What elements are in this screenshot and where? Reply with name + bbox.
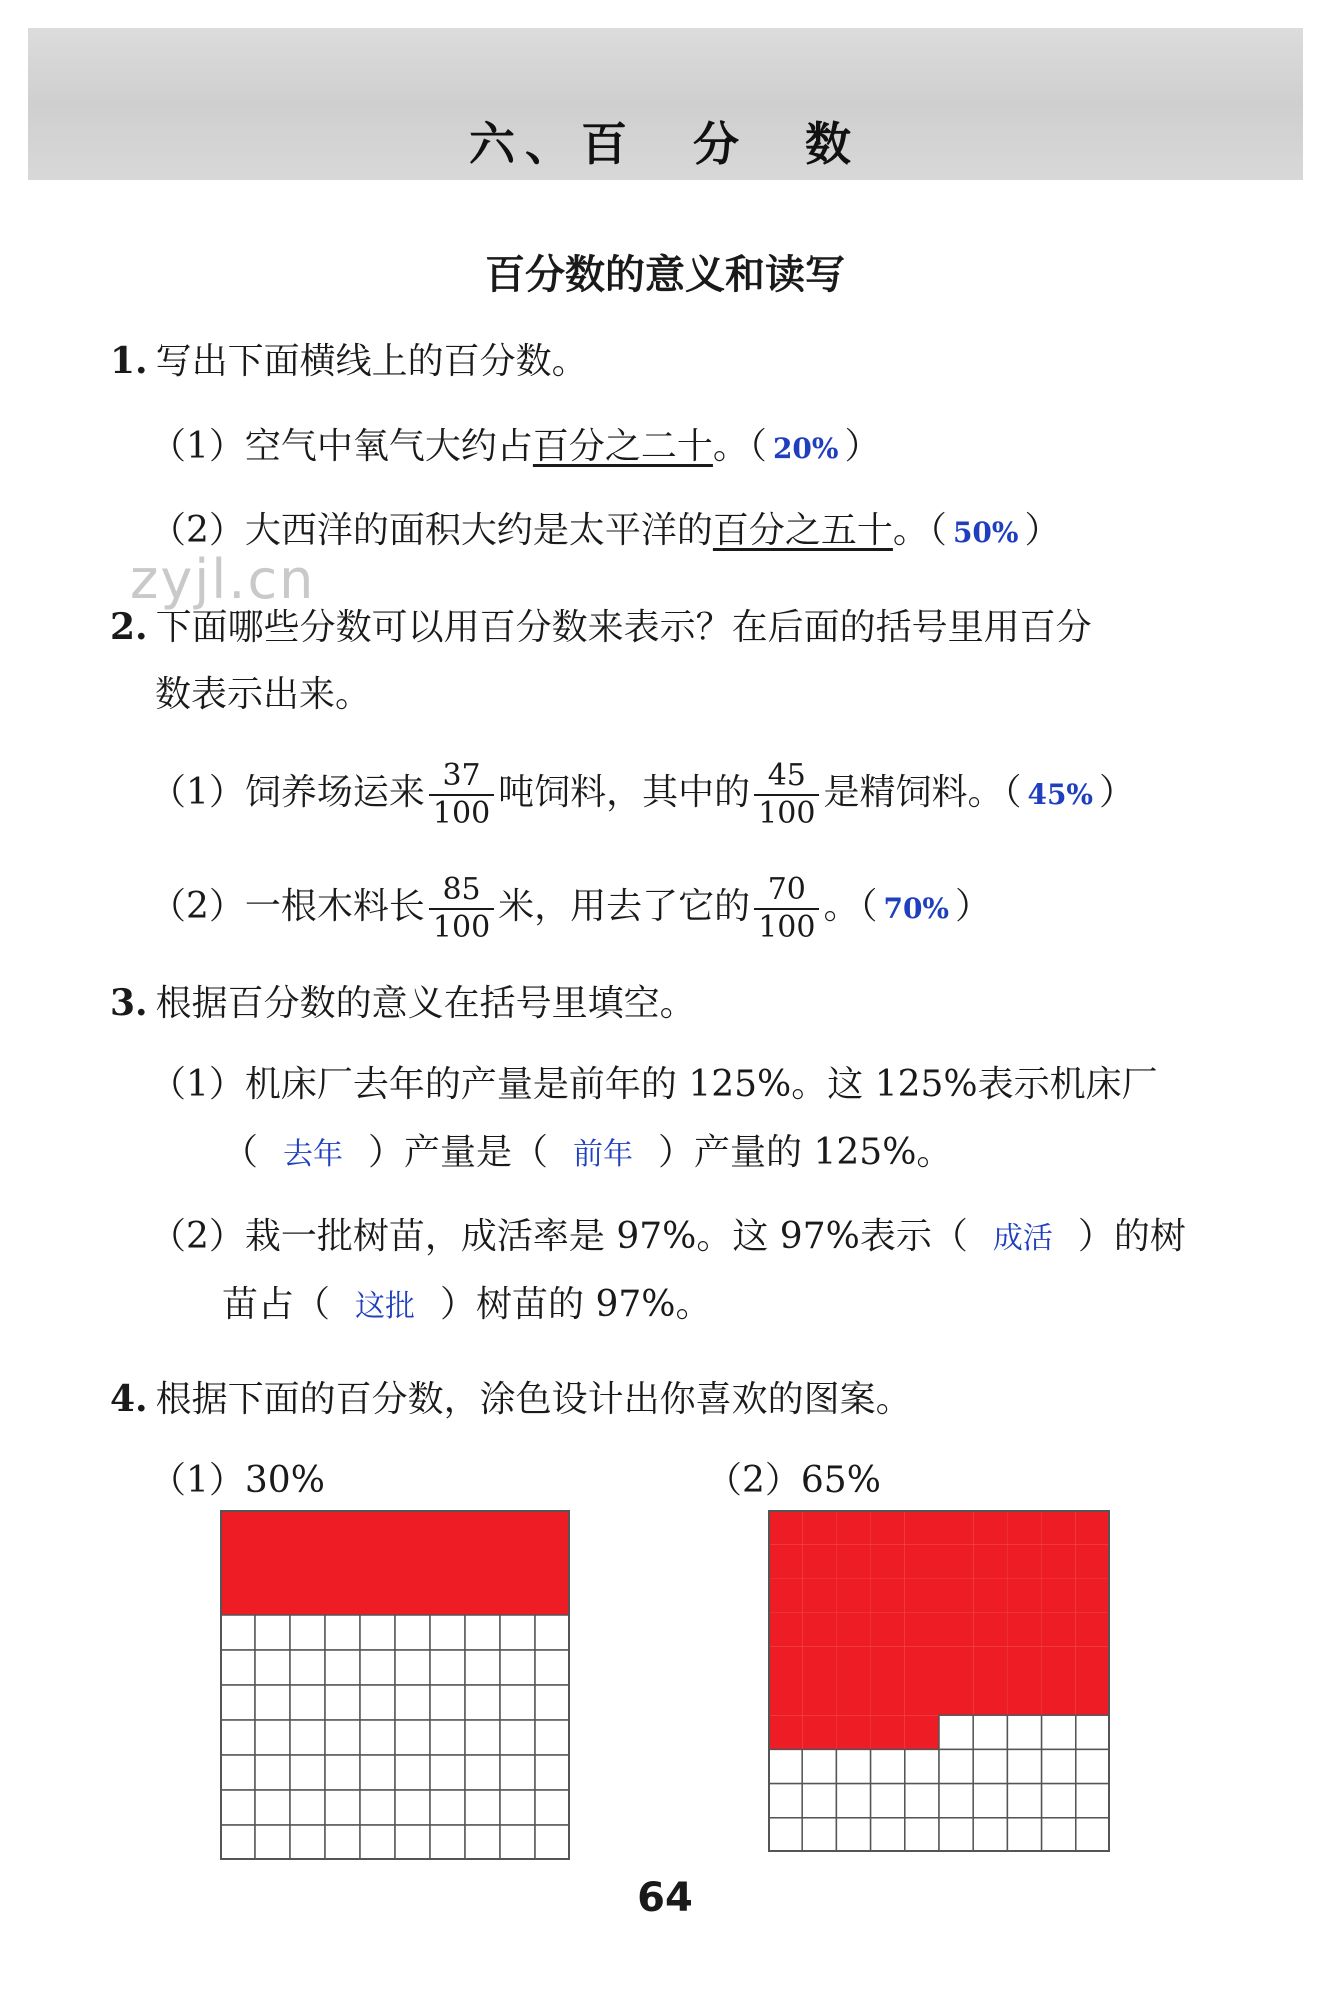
empty-cell <box>500 1755 535 1790</box>
empty-cell <box>535 1755 570 1790</box>
empty-cell <box>465 1755 500 1790</box>
filled-cell <box>905 1647 939 1681</box>
empty-cell <box>768 1749 802 1783</box>
filled-cell <box>973 1578 1007 1612</box>
filled-cell <box>768 1681 802 1715</box>
filled-cell <box>1076 1613 1110 1647</box>
filled-cell <box>1042 1613 1076 1647</box>
filled-cell <box>220 1545 255 1580</box>
grid-1-label: （1）30% <box>150 1460 325 1501</box>
question-2 <box>110 602 1092 653</box>
filled-cell <box>1076 1578 1110 1612</box>
page-number: 64 <box>637 1875 693 1921</box>
filled-cell <box>836 1544 870 1578</box>
filled-cell <box>1007 1647 1041 1681</box>
filled-cell <box>465 1545 500 1580</box>
filled-cell <box>802 1715 836 1749</box>
empty-cell <box>1076 1784 1110 1818</box>
filled-cell <box>1076 1510 1110 1544</box>
filled-cell <box>430 1510 465 1545</box>
question-text: 根据百分数的意义在括号里填空。 <box>155 983 696 1024</box>
empty-cell <box>1042 1818 1076 1852</box>
question-number: 3. <box>110 982 148 1024</box>
question-3-part-2-continued: 苗占（ 这批 ）树苗的 97%。 <box>222 1280 711 1332</box>
filled-cell <box>1007 1613 1041 1647</box>
filled-cell <box>768 1613 802 1647</box>
filled-cell <box>500 1545 535 1580</box>
empty-cell <box>535 1650 570 1685</box>
question-1 <box>110 336 588 387</box>
empty-cell <box>325 1685 360 1720</box>
filled-cell <box>1076 1647 1110 1681</box>
filled-cell <box>220 1580 255 1615</box>
filled-cell <box>430 1545 465 1580</box>
empty-cell <box>430 1720 465 1755</box>
question-3-part-1-blanks: （ 去年 ）产量是（ 前年 ）产量的 125%。 <box>222 1128 952 1180</box>
filled-cell <box>290 1545 325 1580</box>
empty-cell <box>465 1685 500 1720</box>
filled-cell <box>973 1647 1007 1681</box>
empty-cell <box>836 1818 870 1852</box>
empty-cell <box>395 1650 430 1685</box>
filled-cell <box>325 1580 360 1615</box>
filled-cell <box>939 1544 973 1578</box>
filled-cell <box>905 1544 939 1578</box>
filled-cell <box>360 1510 395 1545</box>
filled-cell <box>939 1578 973 1612</box>
filled-cell <box>1042 1544 1076 1578</box>
empty-cell <box>255 1685 290 1720</box>
question-4 <box>110 1374 912 1425</box>
empty-cell <box>465 1790 500 1825</box>
filled-cell <box>973 1510 1007 1544</box>
empty-cell <box>290 1720 325 1755</box>
empty-cell <box>465 1650 500 1685</box>
empty-cell <box>395 1790 430 1825</box>
filled-cell <box>939 1613 973 1647</box>
empty-cell <box>290 1615 325 1650</box>
filled-cell <box>395 1580 430 1615</box>
empty-cell <box>973 1749 1007 1783</box>
answer: 成活 <box>992 1221 1053 1256</box>
empty-cell <box>535 1720 570 1755</box>
percent-grid-30 <box>220 1510 570 1860</box>
empty-cell <box>1007 1749 1041 1783</box>
filled-cell <box>1042 1510 1076 1544</box>
filled-cell <box>465 1580 500 1615</box>
filled-cell <box>1007 1510 1041 1544</box>
empty-cell <box>535 1790 570 1825</box>
empty-cell <box>973 1715 1007 1749</box>
filled-cell <box>802 1578 836 1612</box>
empty-cell <box>220 1685 255 1720</box>
empty-cell <box>1076 1749 1110 1783</box>
filled-cell <box>871 1578 905 1612</box>
filled-cell <box>768 1647 802 1681</box>
empty-cell <box>395 1755 430 1790</box>
empty-cell <box>255 1650 290 1685</box>
filled-cell <box>836 1647 870 1681</box>
filled-cell <box>973 1681 1007 1715</box>
empty-cell <box>395 1825 430 1860</box>
empty-cell <box>836 1749 870 1783</box>
empty-cell <box>836 1784 870 1818</box>
empty-cell <box>220 1650 255 1685</box>
empty-cell <box>220 1615 255 1650</box>
filled-cell <box>1042 1647 1076 1681</box>
fraction: $\frac{37}{100}$ <box>429 758 494 832</box>
empty-cell <box>325 1650 360 1685</box>
answer: 20% <box>772 432 839 465</box>
underlined-text: 百分之二十 <box>532 426 713 467</box>
empty-cell <box>1076 1715 1110 1749</box>
filled-cell <box>871 1681 905 1715</box>
empty-cell <box>871 1749 905 1783</box>
empty-cell <box>500 1825 535 1860</box>
answer: 前年 <box>573 1137 634 1172</box>
empty-cell <box>500 1790 535 1825</box>
question-2-part-1: （1）饲养场运来 $\frac{37}{100}$ 吨饲料，其中的 $\frac{45}{100}$ 是精饲料。（ 45% ） <box>150 758 1136 831</box>
empty-cell <box>255 1790 290 1825</box>
filled-cell <box>220 1510 255 1545</box>
empty-cell <box>255 1615 290 1650</box>
empty-cell <box>535 1825 570 1860</box>
fraction: $\frac{45}{100}$ <box>754 758 819 832</box>
empty-cell <box>360 1685 395 1720</box>
answer: 70% <box>883 892 950 925</box>
filled-cell <box>939 1681 973 1715</box>
empty-cell <box>465 1720 500 1755</box>
fraction: $\frac{70}{100}$ <box>754 872 819 946</box>
question-2-continued: 数表示出来。 <box>155 674 372 715</box>
empty-cell <box>905 1784 939 1818</box>
empty-cell <box>500 1685 535 1720</box>
empty-cell <box>325 1755 360 1790</box>
filled-cell <box>836 1681 870 1715</box>
empty-cell <box>430 1755 465 1790</box>
answer: 这批 <box>355 1289 416 1324</box>
question-3 <box>110 978 696 1029</box>
underlined-text: 百分之五十 <box>712 510 893 551</box>
empty-cell <box>871 1784 905 1818</box>
filled-cell <box>325 1510 360 1545</box>
filled-cell <box>836 1715 870 1749</box>
empty-cell <box>395 1685 430 1720</box>
empty-cell <box>255 1825 290 1860</box>
empty-cell <box>939 1784 973 1818</box>
filled-cell <box>871 1544 905 1578</box>
percent-grid-65 <box>768 1510 1110 1852</box>
filled-cell <box>1007 1544 1041 1578</box>
filled-cell <box>500 1510 535 1545</box>
filled-cell <box>1042 1578 1076 1612</box>
answer: 50% <box>952 516 1019 549</box>
empty-cell <box>1042 1784 1076 1818</box>
empty-cell <box>220 1790 255 1825</box>
grid-2-label: （2）65% <box>706 1460 881 1501</box>
empty-cell <box>360 1720 395 1755</box>
question-text: 下面哪些分数可以用百分数来表示？在后面的括号里用百分 <box>155 607 1092 648</box>
filled-cell <box>973 1544 1007 1578</box>
empty-cell <box>325 1615 360 1650</box>
filled-cell <box>905 1510 939 1544</box>
empty-cell <box>905 1749 939 1783</box>
filled-cell <box>905 1681 939 1715</box>
empty-cell <box>939 1715 973 1749</box>
empty-cell <box>939 1818 973 1852</box>
empty-cell <box>430 1685 465 1720</box>
filled-cell <box>255 1510 290 1545</box>
empty-cell <box>1007 1715 1041 1749</box>
empty-cell <box>255 1755 290 1790</box>
empty-cell <box>1007 1784 1041 1818</box>
question-1-part-2: （2）大西洋的面积大约是太平洋的百分之五十。（ 50% ） <box>150 510 1061 551</box>
watermark: zyjl.cn <box>130 548 316 611</box>
empty-cell <box>500 1615 535 1650</box>
answer: 去年 <box>283 1137 344 1172</box>
empty-cell <box>1076 1818 1110 1852</box>
filled-cell <box>535 1545 570 1580</box>
empty-cell <box>465 1825 500 1860</box>
filled-cell <box>905 1613 939 1647</box>
filled-cell <box>871 1510 905 1544</box>
empty-cell <box>360 1790 395 1825</box>
empty-cell <box>430 1790 465 1825</box>
filled-cell <box>768 1578 802 1612</box>
fraction: $\frac{85}{100}$ <box>429 872 494 946</box>
empty-cell <box>360 1615 395 1650</box>
section-title: 百分数的意义和读写 <box>485 252 845 298</box>
question-3-part-2: （2）栽一批树苗，成活率是 97%。这 97%表示（ 成活 ）的树 <box>150 1212 1186 1264</box>
empty-cell <box>535 1615 570 1650</box>
empty-cell <box>500 1720 535 1755</box>
empty-cell <box>430 1650 465 1685</box>
empty-cell <box>290 1650 325 1685</box>
empty-cell <box>802 1818 836 1852</box>
filled-cell <box>802 1544 836 1578</box>
filled-cell <box>1007 1681 1041 1715</box>
filled-cell <box>768 1544 802 1578</box>
filled-cell <box>802 1510 836 1544</box>
empty-cell <box>325 1790 360 1825</box>
empty-cell <box>973 1784 1007 1818</box>
empty-cell <box>430 1825 465 1860</box>
empty-cell <box>802 1784 836 1818</box>
empty-cell <box>360 1650 395 1685</box>
filled-cell <box>1007 1578 1041 1612</box>
empty-cell <box>395 1615 430 1650</box>
empty-cell <box>220 1825 255 1860</box>
filled-cell <box>500 1580 535 1615</box>
filled-cell <box>1076 1544 1110 1578</box>
filled-cell <box>939 1647 973 1681</box>
filled-cell <box>836 1510 870 1544</box>
empty-cell <box>430 1615 465 1650</box>
filled-cell <box>360 1545 395 1580</box>
question-number: 2. <box>110 606 148 648</box>
empty-cell <box>325 1825 360 1860</box>
filled-cell <box>768 1510 802 1544</box>
filled-cell <box>768 1715 802 1749</box>
question-2-part-2: （2）一根木料长 $\frac{85}{100}$ 米，用去了它的 $\frac{70}{100}$ 。（ 70% ） <box>150 872 992 945</box>
question-number: 1. <box>110 340 148 382</box>
filled-cell <box>465 1510 500 1545</box>
filled-cell <box>1076 1681 1110 1715</box>
chapter-title: 六、百 分 数 <box>469 117 861 171</box>
empty-cell <box>220 1755 255 1790</box>
filled-cell <box>290 1580 325 1615</box>
empty-cell <box>768 1818 802 1852</box>
filled-cell <box>290 1510 325 1545</box>
filled-cell <box>360 1580 395 1615</box>
empty-cell <box>1042 1749 1076 1783</box>
empty-cell <box>360 1825 395 1860</box>
empty-cell <box>905 1818 939 1852</box>
filled-cell <box>939 1510 973 1544</box>
empty-cell <box>1007 1818 1041 1852</box>
empty-cell <box>290 1790 325 1825</box>
filled-cell <box>255 1580 290 1615</box>
empty-cell <box>802 1749 836 1783</box>
filled-cell <box>802 1647 836 1681</box>
filled-cell <box>905 1578 939 1612</box>
filled-cell <box>535 1580 570 1615</box>
filled-cell <box>325 1545 360 1580</box>
empty-cell <box>939 1749 973 1783</box>
filled-cell <box>836 1613 870 1647</box>
filled-cell <box>535 1510 570 1545</box>
question-number: 4. <box>110 1378 148 1420</box>
filled-cell <box>802 1681 836 1715</box>
filled-cell <box>802 1613 836 1647</box>
question-text: 写出下面横线上的百分数。 <box>155 341 588 382</box>
empty-cell <box>360 1755 395 1790</box>
empty-cell <box>465 1615 500 1650</box>
empty-cell <box>290 1825 325 1860</box>
question-1-part-1: （1）空气中氧气大约占百分之二十。（ 20% ） <box>150 426 881 467</box>
empty-cell <box>1042 1715 1076 1749</box>
question-text: 根据下面的百分数，涂色设计出你喜欢的图案。 <box>155 1379 912 1420</box>
filled-cell <box>905 1715 939 1749</box>
filled-cell <box>871 1647 905 1681</box>
empty-cell <box>768 1784 802 1818</box>
empty-cell <box>255 1720 290 1755</box>
answer: 45% <box>1027 778 1094 811</box>
empty-cell <box>220 1720 255 1755</box>
empty-cell <box>500 1650 535 1685</box>
empty-cell <box>395 1720 430 1755</box>
filled-cell <box>973 1613 1007 1647</box>
filled-cell <box>871 1613 905 1647</box>
question-3-part-1: （1）机床厂去年的产量是前年的 125%。这 125%表示机床厂 <box>150 1064 1158 1105</box>
empty-cell <box>290 1685 325 1720</box>
filled-cell <box>430 1580 465 1615</box>
filled-cell <box>395 1545 430 1580</box>
filled-cell <box>871 1715 905 1749</box>
filled-cell <box>836 1578 870 1612</box>
filled-cell <box>395 1510 430 1545</box>
empty-cell <box>871 1818 905 1852</box>
filled-cell <box>255 1545 290 1580</box>
empty-cell <box>290 1755 325 1790</box>
filled-cell <box>1042 1681 1076 1715</box>
empty-cell <box>973 1818 1007 1852</box>
empty-cell <box>535 1685 570 1720</box>
empty-cell <box>325 1720 360 1755</box>
